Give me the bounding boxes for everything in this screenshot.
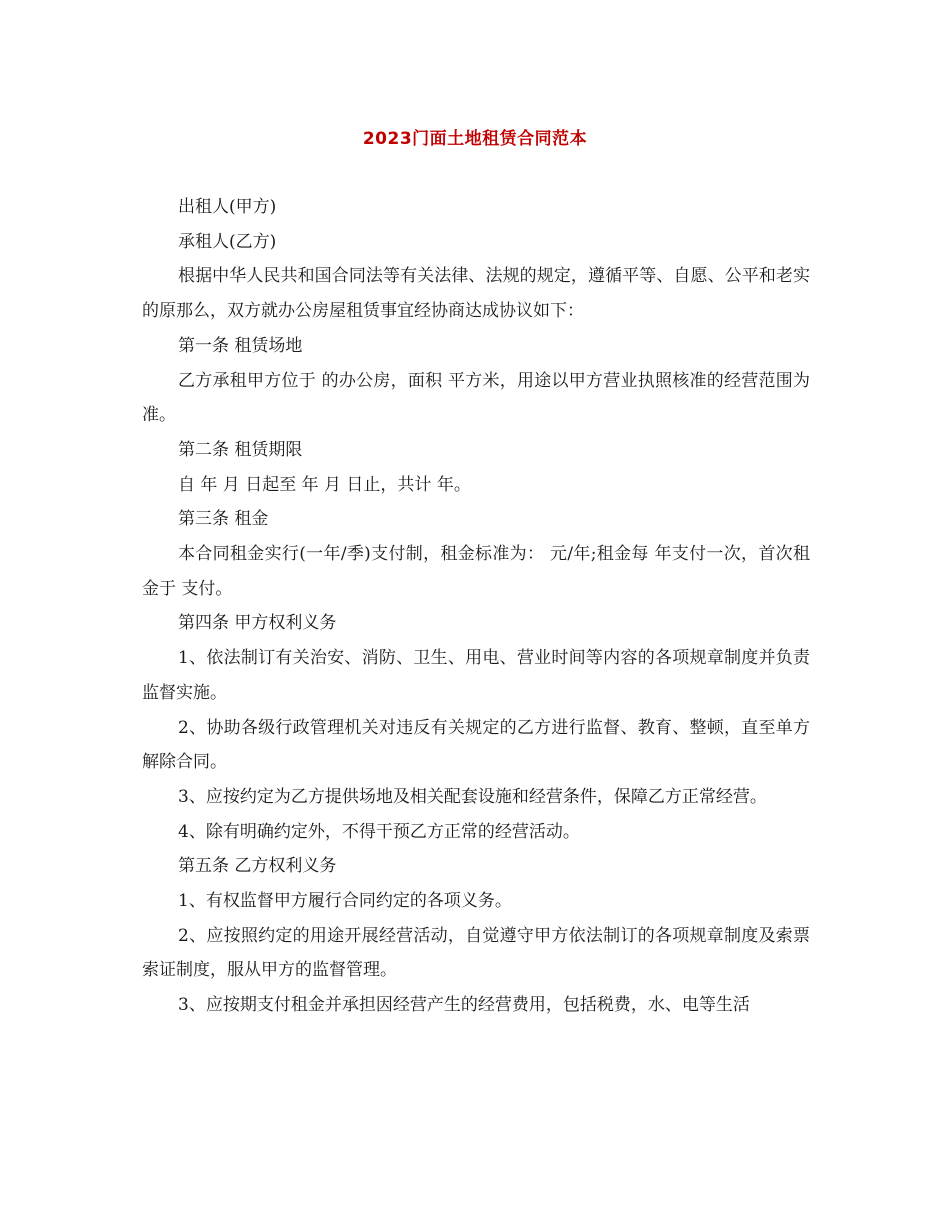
article-4-item-3: 3、应按约定为乙方提供场地及相关配套设施和经营条件，保障乙方正常经营。 [178,786,767,807]
article-5-item-2: 2、应按照约定的用途开展经营活动，自觉遵守甲方依法制订的各项规章制度及索票索证制度，服从甲方的监督管理。 [142,925,810,981]
article-4-item-1: 1、依法制订有关治安、消防、卫生、用电、营业时间等内容的各项规章制度并负责监督实施。 [142,648,810,703]
paragraph-lessor: 出租人(甲方) [178,197,277,217]
article-2-heading: 第二条 租赁期限 [178,439,303,460]
paragraph-preamble: 根据中华人民共和国合同法等有关法律、法规的规定，遵循平等、自愿、公平和老实的原那么，双方就办公房屋租赁事宜经协商达成协议如下： [142,266,810,322]
article-4-item-2: 2、协助各级行政管理机关对违反有关规定的乙方进行监督、教育、整顿，直至单方解除合同。 [142,717,810,773]
article-1-heading: 第一条 租赁场地 [178,335,303,356]
document-title: 2023门面土地租赁合同范本 [362,129,588,149]
article-4-item-4: 4、除有明确约定外，不得干预乙方正常的经营活动。 [178,821,580,842]
article-5-item-3: 3、应按期支付租金并承担因经营产生的经营费用，包括税费，水、电等生活 [178,995,750,1016]
document-body [142,190,810,1023]
article-3-heading: 第三条 租金 [178,509,269,530]
article-4-heading: 第四条 甲方权利义务 [178,613,337,634]
paragraph-lessee: 承租人(乙方) [178,231,277,252]
article-2-text: 自 年 月 日起至 年 月 日止，共计 年。 [178,474,471,495]
article-3-text: 本合同租金实行(一年/季)支付制，租金标准为： 元/年;租金每 年支付一次，首次租金于 支付。 [142,544,810,599]
article-1-text: 乙方承租甲方位于 的办公房，面积 平方米，用途以甲方营业执照核准的经营范围为准。 [142,370,810,426]
article-5-item-1: 1、有权监督甲方履行合同约定的各项义务。 [178,891,512,912]
article-5-heading: 第五条 乙方权利义务 [178,856,337,877]
